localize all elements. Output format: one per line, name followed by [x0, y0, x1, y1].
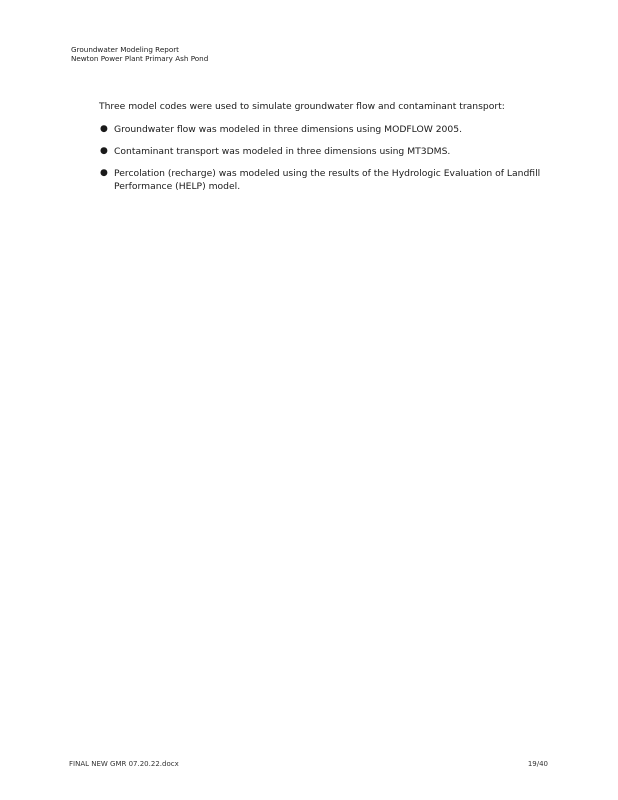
list-item-text: Contaminant transport was modeled in three dimensions using MT3DMS. [114, 146, 451, 157]
list-item-text: Percolation (recharge) was modeled using the results of the Hydrologic Evaluation of Landfill Performance (HELP) model. [114, 168, 541, 192]
model-codes-list [99, 123, 544, 193]
header-report-title: Groundwater Modeling Report [71, 45, 180, 54]
document-body [99, 100, 544, 202]
footer-filename: FINAL NEW GMR 07.20.22.docx [69, 760, 179, 768]
footer-page-number: 19/40 [527, 760, 548, 768]
running-header [71, 45, 208, 63]
bullet-icon: ● [100, 168, 108, 178]
list-item [99, 123, 544, 136]
list-item [99, 167, 544, 193]
intro-paragraph: Three model codes were used to simulate groundwater flow and contaminant transport: [99, 101, 505, 112]
bullet-icon: ● [100, 124, 108, 134]
bullet-icon: ● [100, 146, 108, 156]
list-item-text: Groundwater flow was modeled in three dimensions using MODFLOW 2005. [114, 124, 463, 135]
list-item [99, 145, 544, 158]
header-site-name: Newton Power Plant Primary Ash Pond [71, 54, 209, 63]
